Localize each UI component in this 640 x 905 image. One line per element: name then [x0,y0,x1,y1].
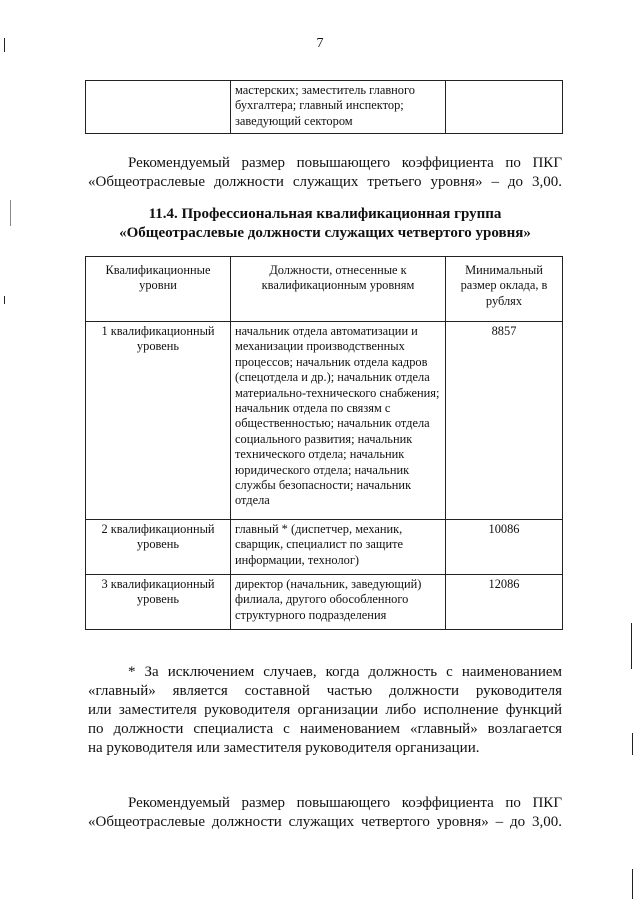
paragraph-line: Рекомендуемый размер повышающего коэффициента по ПКГ [128,155,562,171]
paragraph-line: по должности специалиста с наименованием «главный» возлагается [88,721,562,737]
column-header-salary: Минимальный размер оклада, в рублях [446,257,563,322]
table-header-row [86,257,563,322]
positions-cell: начальник отдела автоматизации и механизации производственных процессов; начальник отдела кадров (спецотдела и др.); начальник отдела материально-технического снабжения; начальник отдела по связям с общественностью; начальник отдела социального развития; начальник технического отдела; начальник юридического отдела; начальник службы безопасности; начальник отдела [231,322,446,520]
scan-margin-mark [632,869,633,899]
level-cell: 1 квалификационный уровень [86,322,231,520]
footnote-paragraph [88,663,562,758]
positions-cell: директор (начальник, заведующий) филиала, другого обособленного структурного подразделения [231,575,446,630]
level-cell: 2 квалификационный уровень [86,520,231,575]
coefficient-paragraph-fourth-level [88,794,562,832]
qualification-table [85,256,563,630]
level-cell: 3 квалификационный уровень [86,575,231,630]
paragraph-line: «главный» является составной частью должности руководителя [88,683,562,699]
positions-cell: главный * (диспетчер, механик, сварщик, специалист по защите информации, технолог) [231,520,446,575]
scan-margin-mark [4,296,5,304]
paragraph-line: или заместителя руководителя организации либо исполнение функций [88,702,562,718]
continued-table [85,80,563,134]
paragraph-line: * За исключением случаев, когда должность с наименованием [128,664,562,680]
section-heading [88,205,562,243]
paragraph-line: Рекомендуемый размер повышающего коэффициента по ПКГ [128,795,562,811]
heading-line: «Общеотраслевые должности служащих четвертого уровня» [119,225,531,241]
paragraph-line: «Общеотраслевые должности служащих третьего уровня» – до 3,00. [88,174,562,190]
table-row [86,520,563,575]
column-header-positions: Должности, отнесенные к квалификационным уровням [231,257,446,322]
table-row [86,575,563,630]
coefficient-paragraph-third-level [88,154,562,192]
paragraph-line: на руководителя или заместителя руководителя организации. [88,740,480,756]
table-cell: мастерских; заместитель главного бухгалтера; главный инспектор; заведующий сектором [231,81,446,134]
table-row [86,81,563,134]
heading-line: 11.4. Профессиональная квалификационная группа [148,206,502,222]
scan-margin-mark [10,200,11,226]
scan-margin-mark [631,623,632,669]
page-number: 7 [316,36,324,51]
salary-cell: 12086 [446,575,563,630]
table-row [86,322,563,520]
salary-cell: 8857 [446,322,563,520]
paragraph-line: «Общеотраслевые должности служащих четвертого уровня» – до 3,00. [88,814,562,830]
table-cell [86,81,231,134]
table-cell [446,81,563,134]
salary-cell: 10086 [446,520,563,575]
column-header-levels: Квалификационные уровни [86,257,231,322]
scan-margin-mark [632,733,633,755]
